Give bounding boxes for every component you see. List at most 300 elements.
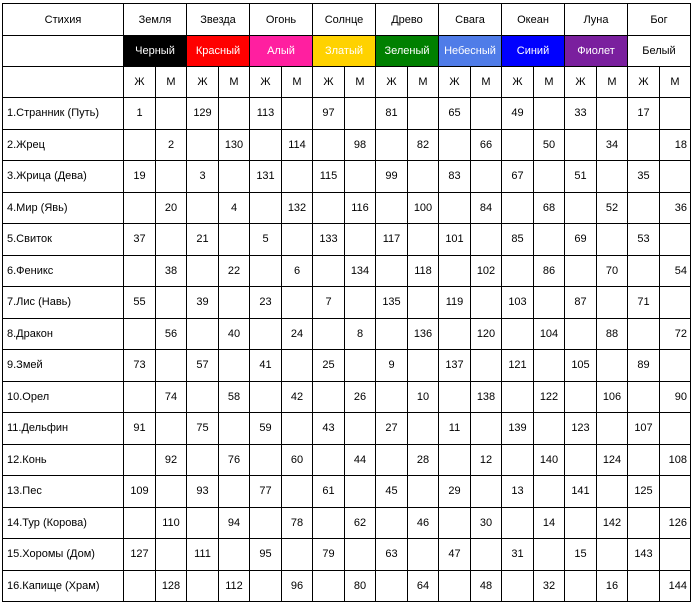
value-cell bbox=[502, 255, 534, 287]
value-cell: 48 bbox=[471, 570, 502, 602]
color-swatch: Черный bbox=[124, 36, 187, 67]
value-cell bbox=[408, 413, 439, 445]
value-cell: 55 bbox=[124, 287, 156, 319]
value-cell bbox=[124, 318, 156, 350]
value-cell bbox=[628, 570, 660, 602]
value-cell: 7 bbox=[313, 287, 345, 319]
value-cell: 108 bbox=[660, 444, 691, 476]
value-cell bbox=[502, 381, 534, 413]
value-cell: 83 bbox=[439, 161, 471, 193]
value-cell bbox=[376, 570, 408, 602]
value-cell bbox=[313, 507, 345, 539]
value-cell bbox=[282, 161, 313, 193]
value-cell bbox=[124, 255, 156, 287]
value-cell: 31 bbox=[502, 539, 534, 571]
value-cell: 115 bbox=[313, 161, 345, 193]
value-cell: 76 bbox=[219, 444, 250, 476]
value-cell: 65 bbox=[439, 98, 471, 130]
value-cell bbox=[471, 98, 502, 130]
table-row bbox=[3, 287, 691, 319]
value-cell bbox=[439, 192, 471, 224]
value-cell bbox=[282, 476, 313, 508]
value-cell: 75 bbox=[187, 413, 219, 445]
value-cell bbox=[219, 413, 250, 445]
gender-female-header: Ж bbox=[124, 67, 156, 98]
value-cell bbox=[219, 287, 250, 319]
value-cell bbox=[156, 224, 187, 256]
value-cell bbox=[534, 98, 565, 130]
color-swatch: Златый bbox=[313, 36, 376, 67]
value-cell bbox=[565, 507, 597, 539]
value-cell: 137 bbox=[439, 350, 471, 382]
value-cell: 58 bbox=[219, 381, 250, 413]
value-cell bbox=[376, 255, 408, 287]
value-cell: 28 bbox=[408, 444, 439, 476]
value-cell: 82 bbox=[408, 129, 439, 161]
table-row bbox=[3, 318, 691, 350]
value-cell: 22 bbox=[219, 255, 250, 287]
value-cell: 46 bbox=[408, 507, 439, 539]
value-cell: 84 bbox=[471, 192, 502, 224]
gender-female-header: Ж bbox=[439, 67, 471, 98]
value-cell: 60 bbox=[282, 444, 313, 476]
value-cell bbox=[534, 161, 565, 193]
value-cell bbox=[597, 287, 628, 319]
value-cell: 133 bbox=[313, 224, 345, 256]
value-cell bbox=[660, 539, 691, 571]
value-cell bbox=[597, 476, 628, 508]
value-cell: 35 bbox=[628, 161, 660, 193]
gender-male-header: М bbox=[156, 67, 187, 98]
value-cell bbox=[250, 129, 282, 161]
value-cell bbox=[376, 192, 408, 224]
value-cell bbox=[565, 444, 597, 476]
value-cell bbox=[187, 381, 219, 413]
value-cell bbox=[282, 287, 313, 319]
value-cell bbox=[471, 413, 502, 445]
value-cell: 68 bbox=[534, 192, 565, 224]
value-cell bbox=[628, 129, 660, 161]
value-cell: 12 bbox=[471, 444, 502, 476]
value-cell bbox=[345, 98, 376, 130]
row-label: 4.Мир (Явь) bbox=[3, 192, 124, 224]
color-swatch: Синий bbox=[502, 36, 565, 67]
color-swatch: Красный bbox=[187, 36, 250, 67]
value-cell: 53 bbox=[628, 224, 660, 256]
value-cell: 52 bbox=[597, 192, 628, 224]
value-cell: 119 bbox=[439, 287, 471, 319]
value-cell: 11 bbox=[439, 413, 471, 445]
value-cell: 62 bbox=[345, 507, 376, 539]
value-cell: 51 bbox=[565, 161, 597, 193]
value-cell bbox=[534, 476, 565, 508]
value-cell: 36 bbox=[660, 192, 691, 224]
row-label: 14.Тур (Корова) bbox=[3, 507, 124, 539]
value-cell bbox=[376, 444, 408, 476]
value-cell bbox=[565, 255, 597, 287]
value-cell bbox=[534, 350, 565, 382]
value-cell: 37 bbox=[124, 224, 156, 256]
table-row bbox=[3, 192, 691, 224]
table-row bbox=[3, 381, 691, 413]
value-cell bbox=[187, 318, 219, 350]
value-cell bbox=[628, 255, 660, 287]
table-row bbox=[3, 224, 691, 256]
value-cell bbox=[156, 287, 187, 319]
value-cell: 125 bbox=[628, 476, 660, 508]
gender-female-header: Ж bbox=[313, 67, 345, 98]
gender-male-header: М bbox=[597, 67, 628, 98]
table-row bbox=[3, 507, 691, 539]
value-cell bbox=[250, 507, 282, 539]
value-cell bbox=[597, 539, 628, 571]
value-cell: 124 bbox=[597, 444, 628, 476]
value-cell: 110 bbox=[156, 507, 187, 539]
value-cell: 67 bbox=[502, 161, 534, 193]
value-cell: 2 bbox=[156, 129, 187, 161]
value-cell: 98 bbox=[345, 129, 376, 161]
value-cell bbox=[471, 224, 502, 256]
value-cell: 17 bbox=[628, 98, 660, 130]
value-cell bbox=[502, 129, 534, 161]
value-cell bbox=[471, 161, 502, 193]
value-cell bbox=[187, 192, 219, 224]
element-header: Бог bbox=[628, 4, 691, 36]
value-cell bbox=[534, 539, 565, 571]
gender-male-header: М bbox=[471, 67, 502, 98]
value-cell bbox=[565, 129, 597, 161]
value-cell bbox=[219, 224, 250, 256]
value-cell: 120 bbox=[471, 318, 502, 350]
value-cell: 59 bbox=[250, 413, 282, 445]
value-cell: 57 bbox=[187, 350, 219, 382]
value-cell bbox=[628, 444, 660, 476]
value-cell bbox=[628, 507, 660, 539]
value-cell bbox=[187, 570, 219, 602]
value-cell: 45 bbox=[376, 476, 408, 508]
value-cell: 80 bbox=[345, 570, 376, 602]
value-cell bbox=[471, 350, 502, 382]
gender-female-header: Ж bbox=[502, 67, 534, 98]
value-cell: 63 bbox=[376, 539, 408, 571]
value-cell: 39 bbox=[187, 287, 219, 319]
value-cell bbox=[408, 224, 439, 256]
gender-female-header: Ж bbox=[628, 67, 660, 98]
value-cell bbox=[408, 98, 439, 130]
value-cell bbox=[408, 287, 439, 319]
value-cell bbox=[345, 476, 376, 508]
value-cell bbox=[660, 413, 691, 445]
element-header: Звезда bbox=[187, 4, 250, 36]
value-cell bbox=[345, 350, 376, 382]
value-cell: 85 bbox=[502, 224, 534, 256]
value-cell: 8 bbox=[345, 318, 376, 350]
value-cell: 56 bbox=[156, 318, 187, 350]
value-cell: 114 bbox=[282, 129, 313, 161]
value-cell bbox=[250, 570, 282, 602]
value-cell: 4 bbox=[219, 192, 250, 224]
row-label: 7.Лис (Навь) bbox=[3, 287, 124, 319]
table-row bbox=[3, 98, 691, 130]
value-cell: 122 bbox=[534, 381, 565, 413]
value-cell: 86 bbox=[534, 255, 565, 287]
row-label: 5.Свиток bbox=[3, 224, 124, 256]
value-cell bbox=[471, 539, 502, 571]
value-cell bbox=[156, 413, 187, 445]
value-cell: 103 bbox=[502, 287, 534, 319]
value-cell bbox=[376, 507, 408, 539]
value-cell bbox=[345, 539, 376, 571]
value-cell: 132 bbox=[282, 192, 313, 224]
value-cell bbox=[250, 444, 282, 476]
gender-male-header: М bbox=[408, 67, 439, 98]
value-cell: 130 bbox=[219, 129, 250, 161]
gender-female-header: Ж bbox=[187, 67, 219, 98]
value-cell: 139 bbox=[502, 413, 534, 445]
value-cell: 1 bbox=[124, 98, 156, 130]
value-cell: 93 bbox=[187, 476, 219, 508]
value-cell bbox=[313, 444, 345, 476]
value-cell: 27 bbox=[376, 413, 408, 445]
value-cell bbox=[345, 287, 376, 319]
value-cell: 128 bbox=[156, 570, 187, 602]
value-cell: 96 bbox=[282, 570, 313, 602]
value-cell bbox=[439, 507, 471, 539]
value-cell bbox=[439, 570, 471, 602]
value-cell: 129 bbox=[187, 98, 219, 130]
value-cell: 14 bbox=[534, 507, 565, 539]
value-cell bbox=[156, 98, 187, 130]
value-cell bbox=[534, 287, 565, 319]
value-cell: 78 bbox=[282, 507, 313, 539]
value-cell bbox=[565, 192, 597, 224]
element-header: Огонь bbox=[250, 4, 313, 36]
element-header: Земля bbox=[124, 4, 187, 36]
value-cell: 44 bbox=[345, 444, 376, 476]
value-cell bbox=[502, 570, 534, 602]
element-header: Луна bbox=[565, 4, 628, 36]
row-label: 13.Пес bbox=[3, 476, 124, 508]
value-cell bbox=[156, 539, 187, 571]
value-cell bbox=[565, 318, 597, 350]
value-cell: 41 bbox=[250, 350, 282, 382]
row-label: 11.Дельфин bbox=[3, 413, 124, 445]
table-row bbox=[3, 129, 691, 161]
value-cell bbox=[565, 381, 597, 413]
value-cell: 66 bbox=[471, 129, 502, 161]
value-cell bbox=[219, 476, 250, 508]
value-cell: 9 bbox=[376, 350, 408, 382]
value-cell: 111 bbox=[187, 539, 219, 571]
value-cell bbox=[313, 129, 345, 161]
value-cell bbox=[124, 570, 156, 602]
value-cell: 89 bbox=[628, 350, 660, 382]
value-cell: 136 bbox=[408, 318, 439, 350]
value-cell bbox=[219, 98, 250, 130]
element-header: Океан bbox=[502, 4, 565, 36]
gender-male-header: М bbox=[345, 67, 376, 98]
value-cell bbox=[628, 381, 660, 413]
value-cell: 18 bbox=[660, 129, 691, 161]
color-swatch: Зеленый bbox=[376, 36, 439, 67]
row-label: 16.Капище (Храм) bbox=[3, 570, 124, 602]
value-cell: 95 bbox=[250, 539, 282, 571]
value-cell: 40 bbox=[219, 318, 250, 350]
value-cell bbox=[502, 192, 534, 224]
value-cell: 20 bbox=[156, 192, 187, 224]
value-cell: 73 bbox=[124, 350, 156, 382]
row-label: 3.Жрица (Дева) bbox=[3, 161, 124, 193]
value-cell: 118 bbox=[408, 255, 439, 287]
value-cell: 43 bbox=[313, 413, 345, 445]
value-cell: 79 bbox=[313, 539, 345, 571]
value-cell: 15 bbox=[565, 539, 597, 571]
value-cell: 142 bbox=[597, 507, 628, 539]
value-cell: 117 bbox=[376, 224, 408, 256]
value-cell: 47 bbox=[439, 539, 471, 571]
value-cell: 90 bbox=[660, 381, 691, 413]
value-cell bbox=[124, 381, 156, 413]
value-cell: 81 bbox=[376, 98, 408, 130]
table-row bbox=[3, 350, 691, 382]
value-cell: 105 bbox=[565, 350, 597, 382]
value-cell bbox=[628, 318, 660, 350]
value-cell bbox=[313, 570, 345, 602]
row-label: 15.Хоромы (Дом) bbox=[3, 539, 124, 571]
value-cell bbox=[313, 192, 345, 224]
value-cell: 138 bbox=[471, 381, 502, 413]
value-cell bbox=[219, 350, 250, 382]
value-cell: 92 bbox=[156, 444, 187, 476]
value-cell: 72 bbox=[660, 318, 691, 350]
value-cell: 101 bbox=[439, 224, 471, 256]
value-cell bbox=[628, 192, 660, 224]
stikhia-table bbox=[2, 3, 691, 602]
value-cell bbox=[219, 539, 250, 571]
value-cell: 99 bbox=[376, 161, 408, 193]
value-cell: 30 bbox=[471, 507, 502, 539]
value-cell: 126 bbox=[660, 507, 691, 539]
value-cell bbox=[313, 255, 345, 287]
value-cell: 50 bbox=[534, 129, 565, 161]
value-cell bbox=[502, 507, 534, 539]
value-cell bbox=[282, 224, 313, 256]
row-label: 8.Дракон bbox=[3, 318, 124, 350]
value-cell bbox=[187, 444, 219, 476]
value-cell bbox=[439, 255, 471, 287]
value-cell: 13 bbox=[502, 476, 534, 508]
value-cell bbox=[660, 98, 691, 130]
table-row bbox=[3, 413, 691, 445]
value-cell: 144 bbox=[660, 570, 691, 602]
value-cell bbox=[534, 224, 565, 256]
value-cell: 33 bbox=[565, 98, 597, 130]
value-cell: 91 bbox=[124, 413, 156, 445]
value-cell: 5 bbox=[250, 224, 282, 256]
value-cell: 100 bbox=[408, 192, 439, 224]
value-cell bbox=[250, 318, 282, 350]
gender-female-header: Ж bbox=[250, 67, 282, 98]
row-label: 10.Орел bbox=[3, 381, 124, 413]
value-cell: 54 bbox=[660, 255, 691, 287]
value-cell: 26 bbox=[345, 381, 376, 413]
value-cell bbox=[502, 318, 534, 350]
row-label: 12.Конь bbox=[3, 444, 124, 476]
value-cell: 113 bbox=[250, 98, 282, 130]
value-cell: 134 bbox=[345, 255, 376, 287]
value-cell: 3 bbox=[187, 161, 219, 193]
value-cell: 123 bbox=[565, 413, 597, 445]
gender-male-header: М bbox=[219, 67, 250, 98]
value-cell bbox=[345, 413, 376, 445]
gender-female-header: Ж bbox=[376, 67, 408, 98]
value-cell bbox=[124, 507, 156, 539]
value-cell bbox=[408, 161, 439, 193]
value-cell bbox=[313, 318, 345, 350]
value-cell bbox=[471, 287, 502, 319]
row-label: 9.Змей bbox=[3, 350, 124, 382]
value-cell bbox=[187, 507, 219, 539]
value-cell: 112 bbox=[219, 570, 250, 602]
value-cell bbox=[597, 161, 628, 193]
value-cell bbox=[597, 224, 628, 256]
gender-female-header: Ж bbox=[565, 67, 597, 98]
value-cell: 107 bbox=[628, 413, 660, 445]
value-cell bbox=[282, 539, 313, 571]
value-cell bbox=[565, 570, 597, 602]
value-cell: 106 bbox=[597, 381, 628, 413]
value-cell: 38 bbox=[156, 255, 187, 287]
table-row bbox=[3, 255, 691, 287]
value-cell bbox=[124, 444, 156, 476]
value-cell bbox=[439, 129, 471, 161]
value-cell: 10 bbox=[408, 381, 439, 413]
value-cell bbox=[660, 224, 691, 256]
value-cell bbox=[124, 129, 156, 161]
value-cell bbox=[660, 476, 691, 508]
value-cell bbox=[439, 381, 471, 413]
value-cell bbox=[660, 287, 691, 319]
value-cell: 34 bbox=[597, 129, 628, 161]
value-cell: 87 bbox=[565, 287, 597, 319]
value-cell: 140 bbox=[534, 444, 565, 476]
value-cell: 141 bbox=[565, 476, 597, 508]
value-cell bbox=[439, 318, 471, 350]
value-cell: 21 bbox=[187, 224, 219, 256]
value-cell bbox=[471, 476, 502, 508]
value-cell: 69 bbox=[565, 224, 597, 256]
color-swatch: Алый bbox=[250, 36, 313, 67]
element-header: Древо bbox=[376, 4, 439, 36]
value-cell: 16 bbox=[597, 570, 628, 602]
value-cell bbox=[187, 255, 219, 287]
value-cell: 121 bbox=[502, 350, 534, 382]
table-row bbox=[3, 161, 691, 193]
value-cell: 64 bbox=[408, 570, 439, 602]
value-cell bbox=[250, 192, 282, 224]
value-cell: 6 bbox=[282, 255, 313, 287]
row-label: 6.Феникс bbox=[3, 255, 124, 287]
value-cell: 77 bbox=[250, 476, 282, 508]
element-header: Свага bbox=[439, 4, 502, 36]
value-cell: 104 bbox=[534, 318, 565, 350]
value-cell bbox=[376, 318, 408, 350]
value-cell bbox=[313, 381, 345, 413]
value-cell bbox=[439, 444, 471, 476]
value-cell: 71 bbox=[628, 287, 660, 319]
value-cell bbox=[250, 381, 282, 413]
value-cell bbox=[156, 161, 187, 193]
